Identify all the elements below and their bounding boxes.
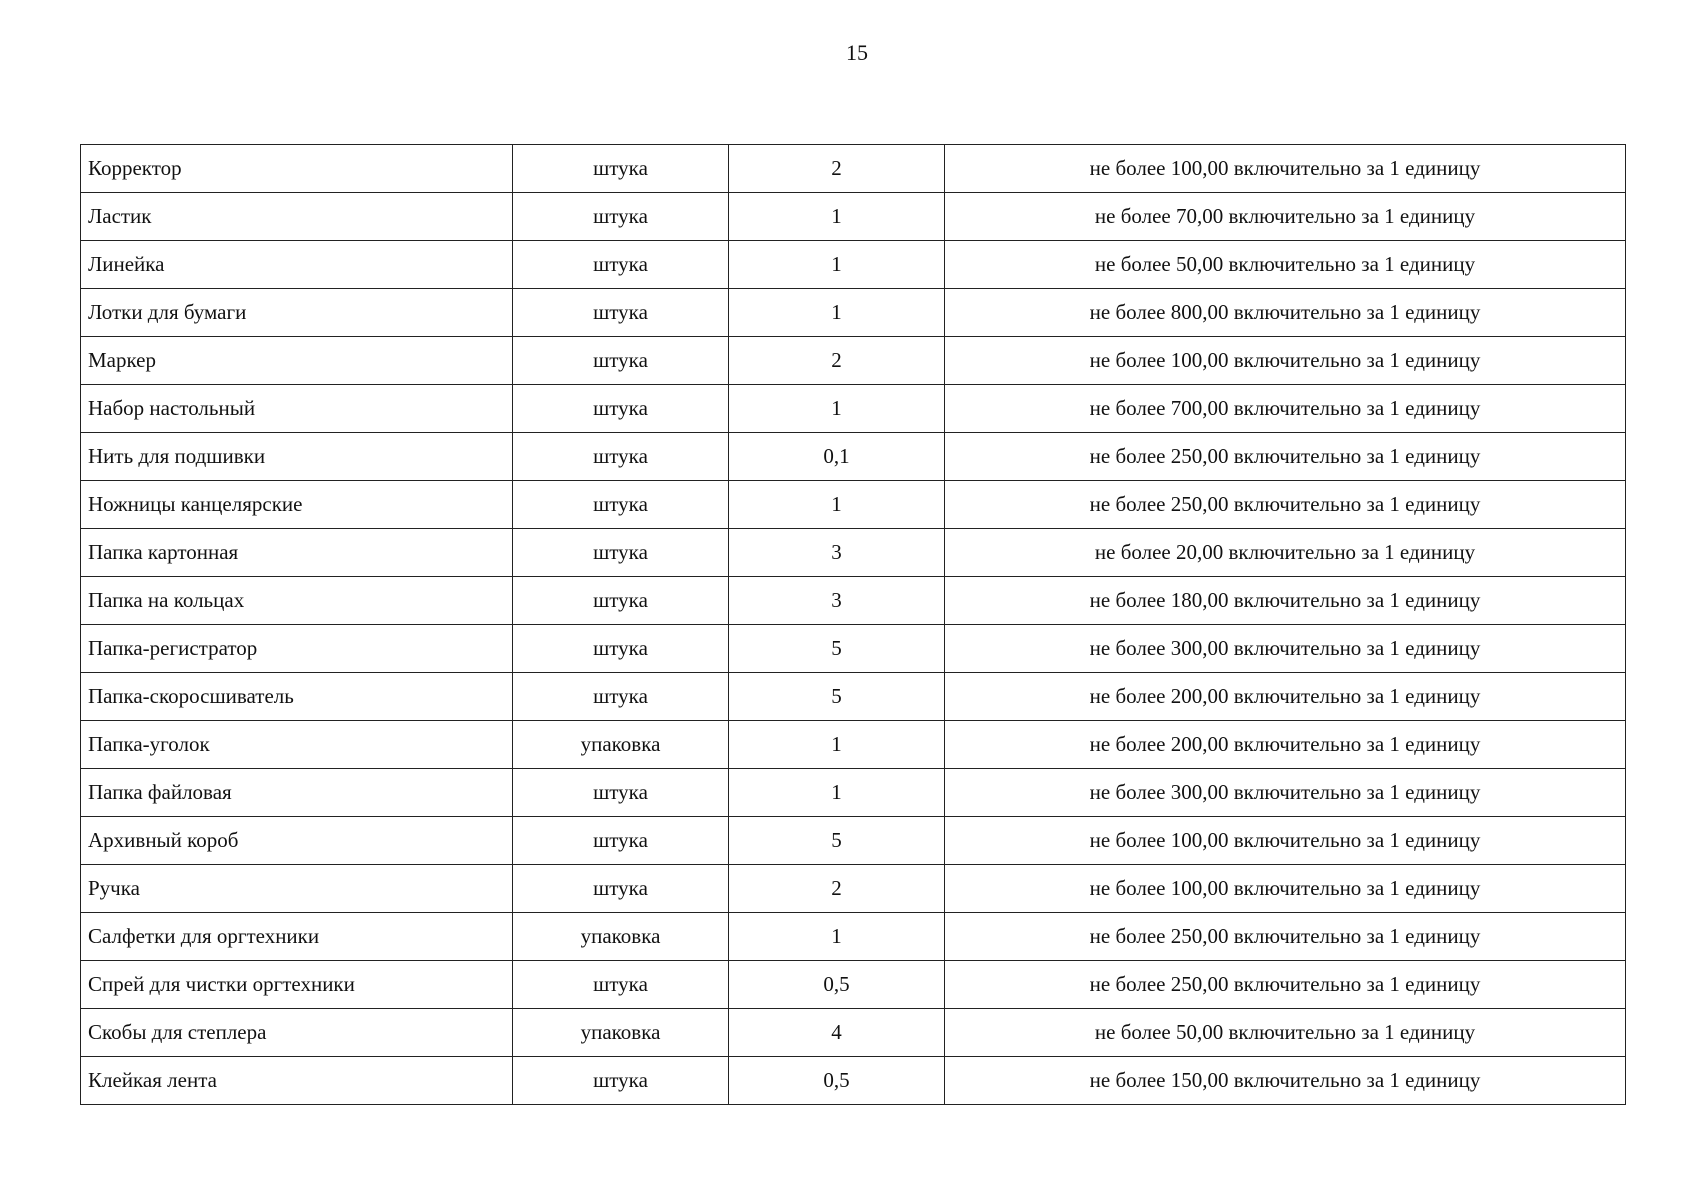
price-limit-cell: не более 20,00 включительно за 1 единицу bbox=[945, 529, 1626, 577]
item-name-cell: Папка картонная bbox=[81, 529, 513, 577]
table-row bbox=[81, 913, 1626, 961]
unit-cell: штука bbox=[513, 385, 729, 433]
quantity-cell: 1 bbox=[729, 193, 945, 241]
item-name-cell: Папка-уголок bbox=[81, 721, 513, 769]
quantity-cell: 2 bbox=[729, 337, 945, 385]
table-row bbox=[81, 337, 1626, 385]
item-name-cell: Папка файловая bbox=[81, 769, 513, 817]
price-limit-cell: не более 800,00 включительно за 1 единицу bbox=[945, 289, 1626, 337]
table-row bbox=[81, 721, 1626, 769]
quantity-cell: 5 bbox=[729, 673, 945, 721]
item-name-cell: Папка-скоросшиватель bbox=[81, 673, 513, 721]
unit-cell: штука bbox=[513, 145, 729, 193]
unit-cell: штука bbox=[513, 433, 729, 481]
price-limit-cell: не более 250,00 включительно за 1 единицу bbox=[945, 961, 1626, 1009]
price-limit-cell: не более 200,00 включительно за 1 единицу bbox=[945, 673, 1626, 721]
price-limit-cell: не более 300,00 включительно за 1 единицу bbox=[945, 769, 1626, 817]
price-limit-cell: не более 250,00 включительно за 1 единицу bbox=[945, 481, 1626, 529]
table-row bbox=[81, 577, 1626, 625]
quantity-cell: 0,5 bbox=[729, 1057, 945, 1105]
price-limit-cell: не более 250,00 включительно за 1 единицу bbox=[945, 913, 1626, 961]
page-number: 15 bbox=[846, 40, 868, 65]
item-name-cell: Салфетки для оргтехники bbox=[81, 913, 513, 961]
table-row bbox=[81, 673, 1626, 721]
unit-cell: упаковка bbox=[513, 913, 729, 961]
price-limit-cell: не более 100,00 включительно за 1 единицу bbox=[945, 817, 1626, 865]
item-name-cell: Маркер bbox=[81, 337, 513, 385]
table-row bbox=[81, 145, 1626, 193]
unit-cell: штука bbox=[513, 481, 729, 529]
quantity-cell: 1 bbox=[729, 481, 945, 529]
item-name-cell: Спрей для чистки оргтехники bbox=[81, 961, 513, 1009]
table-row bbox=[81, 865, 1626, 913]
item-name-cell: Ножницы канцелярские bbox=[81, 481, 513, 529]
quantity-cell: 2 bbox=[729, 145, 945, 193]
price-limit-cell: не более 150,00 включительно за 1 единицу bbox=[945, 1057, 1626, 1105]
quantity-cell: 5 bbox=[729, 625, 945, 673]
quantity-cell: 1 bbox=[729, 289, 945, 337]
price-limit-cell: не более 180,00 включительно за 1 единицу bbox=[945, 577, 1626, 625]
item-name-cell: Линейка bbox=[81, 241, 513, 289]
unit-cell: упаковка bbox=[513, 721, 729, 769]
unit-cell: штука bbox=[513, 529, 729, 577]
price-limit-cell: не более 200,00 включительно за 1 единицу bbox=[945, 721, 1626, 769]
item-name-cell: Скобы для степлера bbox=[81, 1009, 513, 1057]
table-row bbox=[81, 529, 1626, 577]
table-row bbox=[81, 481, 1626, 529]
unit-cell: штука bbox=[513, 241, 729, 289]
price-limit-cell: не более 100,00 включительно за 1 единицу bbox=[945, 337, 1626, 385]
item-name-cell: Лотки для бумаги bbox=[81, 289, 513, 337]
price-limit-cell: не более 250,00 включительно за 1 единицу bbox=[945, 433, 1626, 481]
quantity-cell: 1 bbox=[729, 721, 945, 769]
price-limit-cell: не более 50,00 включительно за 1 единицу bbox=[945, 1009, 1626, 1057]
quantity-cell: 3 bbox=[729, 577, 945, 625]
item-name-cell: Архивный короб bbox=[81, 817, 513, 865]
unit-cell: штука bbox=[513, 817, 729, 865]
item-name-cell: Набор настольный bbox=[81, 385, 513, 433]
unit-cell: штука bbox=[513, 865, 729, 913]
table-row bbox=[81, 769, 1626, 817]
quantity-cell: 1 bbox=[729, 241, 945, 289]
unit-cell: штука bbox=[513, 193, 729, 241]
item-name-cell: Нить для подшивки bbox=[81, 433, 513, 481]
quantity-cell: 0,5 bbox=[729, 961, 945, 1009]
quantity-cell: 5 bbox=[729, 817, 945, 865]
unit-cell: упаковка bbox=[513, 1009, 729, 1057]
quantity-cell: 0,1 bbox=[729, 433, 945, 481]
price-limit-cell: не более 700,00 включительно за 1 единицу bbox=[945, 385, 1626, 433]
table-row bbox=[81, 433, 1626, 481]
unit-cell: штука bbox=[513, 625, 729, 673]
quantity-cell: 4 bbox=[729, 1009, 945, 1057]
table-row bbox=[81, 193, 1626, 241]
quantity-cell: 2 bbox=[729, 865, 945, 913]
item-name-cell: Ручка bbox=[81, 865, 513, 913]
price-limit-cell: не более 50,00 включительно за 1 единицу bbox=[945, 241, 1626, 289]
quantity-cell: 3 bbox=[729, 529, 945, 577]
table-row bbox=[81, 625, 1626, 673]
quantity-cell: 1 bbox=[729, 385, 945, 433]
table-row bbox=[81, 817, 1626, 865]
item-name-cell: Папка на кольцах bbox=[81, 577, 513, 625]
item-name-cell: Клейкая лента bbox=[81, 1057, 513, 1105]
table-row bbox=[81, 385, 1626, 433]
unit-cell: штука bbox=[513, 769, 729, 817]
supplies-table bbox=[80, 144, 1626, 1105]
unit-cell: штука bbox=[513, 1057, 729, 1105]
table-row bbox=[81, 961, 1626, 1009]
item-name-cell: Папка-регистратор bbox=[81, 625, 513, 673]
table-row bbox=[81, 241, 1626, 289]
unit-cell: штука bbox=[513, 673, 729, 721]
quantity-cell: 1 bbox=[729, 769, 945, 817]
unit-cell: штука bbox=[513, 337, 729, 385]
price-limit-cell: не более 300,00 включительно за 1 единицу bbox=[945, 625, 1626, 673]
price-limit-cell: не более 100,00 включительно за 1 единицу bbox=[945, 865, 1626, 913]
unit-cell: штука bbox=[513, 961, 729, 1009]
price-limit-cell: не более 70,00 включительно за 1 единицу bbox=[945, 193, 1626, 241]
quantity-cell: 1 bbox=[729, 913, 945, 961]
table-row bbox=[81, 1009, 1626, 1057]
item-name-cell: Ластик bbox=[81, 193, 513, 241]
unit-cell: штука bbox=[513, 289, 729, 337]
unit-cell: штука bbox=[513, 577, 729, 625]
item-name-cell: Корректор bbox=[81, 145, 513, 193]
table-row bbox=[81, 1057, 1626, 1105]
supplies-table-body bbox=[81, 145, 1626, 1105]
price-limit-cell: не более 100,00 включительно за 1 единицу bbox=[945, 145, 1626, 193]
table-row bbox=[81, 289, 1626, 337]
